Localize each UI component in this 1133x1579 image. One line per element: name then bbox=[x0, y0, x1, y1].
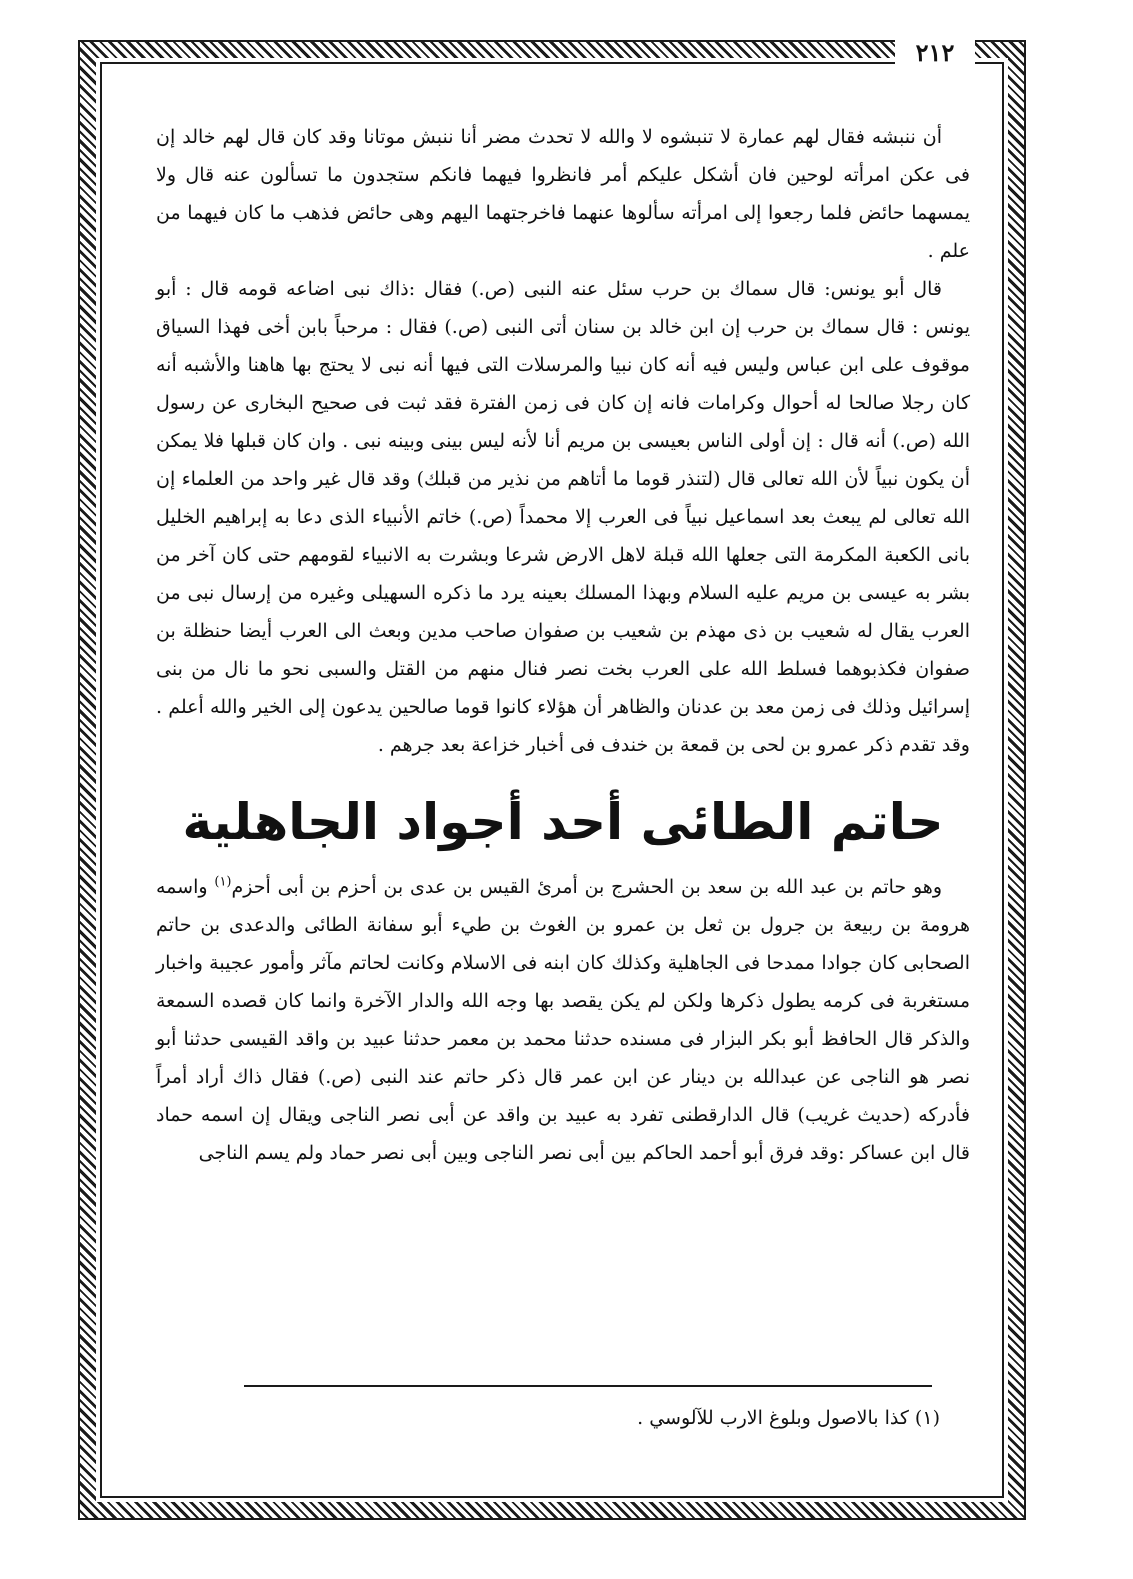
footnote-marker: (١) bbox=[214, 874, 232, 890]
paragraph-3-rest: واسمه هرومة بن ربيعة بن جرول بن ثعل بن عمرو بن الغوث بن طيء أبو سفانة الطائى والدعدى بن حاتم الصحابى كان جوادا ممدحا فى الجاهلية وكذلك كان ابنه فى الاسلام وكانت لحاتم مآثر وأمور عجيبة واخبار مستغربة فى كرمه يطول ذكرها ولكن لم يكن يقصد بها وجه الله والدار الآخرة وانما كان قصده السمعة والذكر قال الحافظ أبو بكر البزار فى مسنده حدثنا محمد بن معمر حدثنا عبيد بن واقد القيسى حدثنا أبو نصر هو الناجى عن عبدالله بن دينار عن ابن عمر قال ذكر حاتم عند النبى (ص.) فقال ذاك أراد أمراً فأدركه (حديث غريب) قال الدارقطنى تفرد به عبيد بن واقد عن أبى نصر الناجى ويقال إن اسمه حماد قال ابن عساكر :وقد فرق أبو أحمد الحاكم بين أبى نصر الناجى وبين أبى نصر حماد ولم يسم الناجى bbox=[156, 876, 970, 1164]
paragraph-1: أن ننبشه فقال لهم عمارة لا تنبشوه لا والله لا تحدث مضر أنا ننبش موتانا وقد كان قال لهم خالد إن فى عكن امرأته لوحين فان أشكل عليكم أمر فانظروا فيهما فانكم ستجدون ما تسألون عنه قال ولا يمسهما حائض فلما رجعوا إلى امرأته سألوها عنهما فاخرجتهما اليهم وهى حائض فذهب ما كان فيهما من علم . bbox=[156, 126, 970, 262]
paragraph-2: قال أبو يونس: قال سماك بن حرب سئل عنه النبى (ص.) فقال :ذاك نبى اضاعه قومه قال : أبو يونس : قال سماك بن حرب إن ابن خالد بن سنان أتى النبى (ص.) فقال : مرحباً بابن أخى فهذا السياق موقوف على ابن عباس وليس فيه أنه كان نبيا والمرسلات التى فيها أنه نبى لا يحتج بها هاهنا والأشبه أنه كان رجلا صالحا له أحوال وكرامات فانه إن كان فى زمن الفترة فقد ثبت فى صحيح البخارى عن رسول الله (ص.) أنه قال : إن أولى الناس بعيسى بن مريم أنا لأنه ليس بينى وبينه نبى . وان كان قبلها فلا يمكن أن يكون نبياً لأن الله تعالى قال (لتنذر قوما ما أتاهم من نذير من قبلك) وقد قال غير واحد من العلماء إن الله تعالى لم يبعث بعد اسماعيل نبياً فى العرب إلا محمداً (ص.) خاتم الأنبياء الذى دعا به إبراهيم الخليل بانى الكعبة المكرمة التى جعلها الله قبلة لاهل الارض شرعا وبشرت به الانبياء لقومهم حتى كان آخر من بشر به عيسى بن مريم عليه السلام وبهذا المسلك بعينه يرد ما ذكره السهيلى وغيره من إرسال نبى من العرب يقال له شعيب بن ذى مهذم بن شعيب بن صفوان صاحب مدين وبعث الى العرب أيضا حنظلة بن صفوان فكذبوهما فسلط الله على العرب بخت نصر فنال منهم من القتل والسبى نحو ما نال من بنى إسرائيل وذلك فى زمن معد بن عدنان والظاهر أن هؤلاء كانوا قوما صالحين يدعون إلى الخير والله أعلم . وقد تقدم ذكر عمرو بن لحى بن قمعة بن خندف فى أخبار خزاعة بعد جرهم . bbox=[156, 278, 970, 756]
page-number: ٢١٢ bbox=[895, 40, 975, 66]
footnote-rule bbox=[244, 1385, 932, 1387]
footnote: (١) كذا بالاصول وبلوغ الارب للآلوسي . bbox=[637, 1407, 940, 1429]
paragraph-3 bbox=[156, 868, 970, 1172]
paragraph-3-start: وهو حاتم بن عبد الله بن سعد بن الحشرج بن أمرئ القيس بن عدى بن أحزم بن أبى أحزم bbox=[231, 876, 942, 898]
main-text bbox=[156, 118, 970, 1172]
section-heading: حاتم الطائى أحد أجواد الجاهلية bbox=[182, 793, 944, 851]
